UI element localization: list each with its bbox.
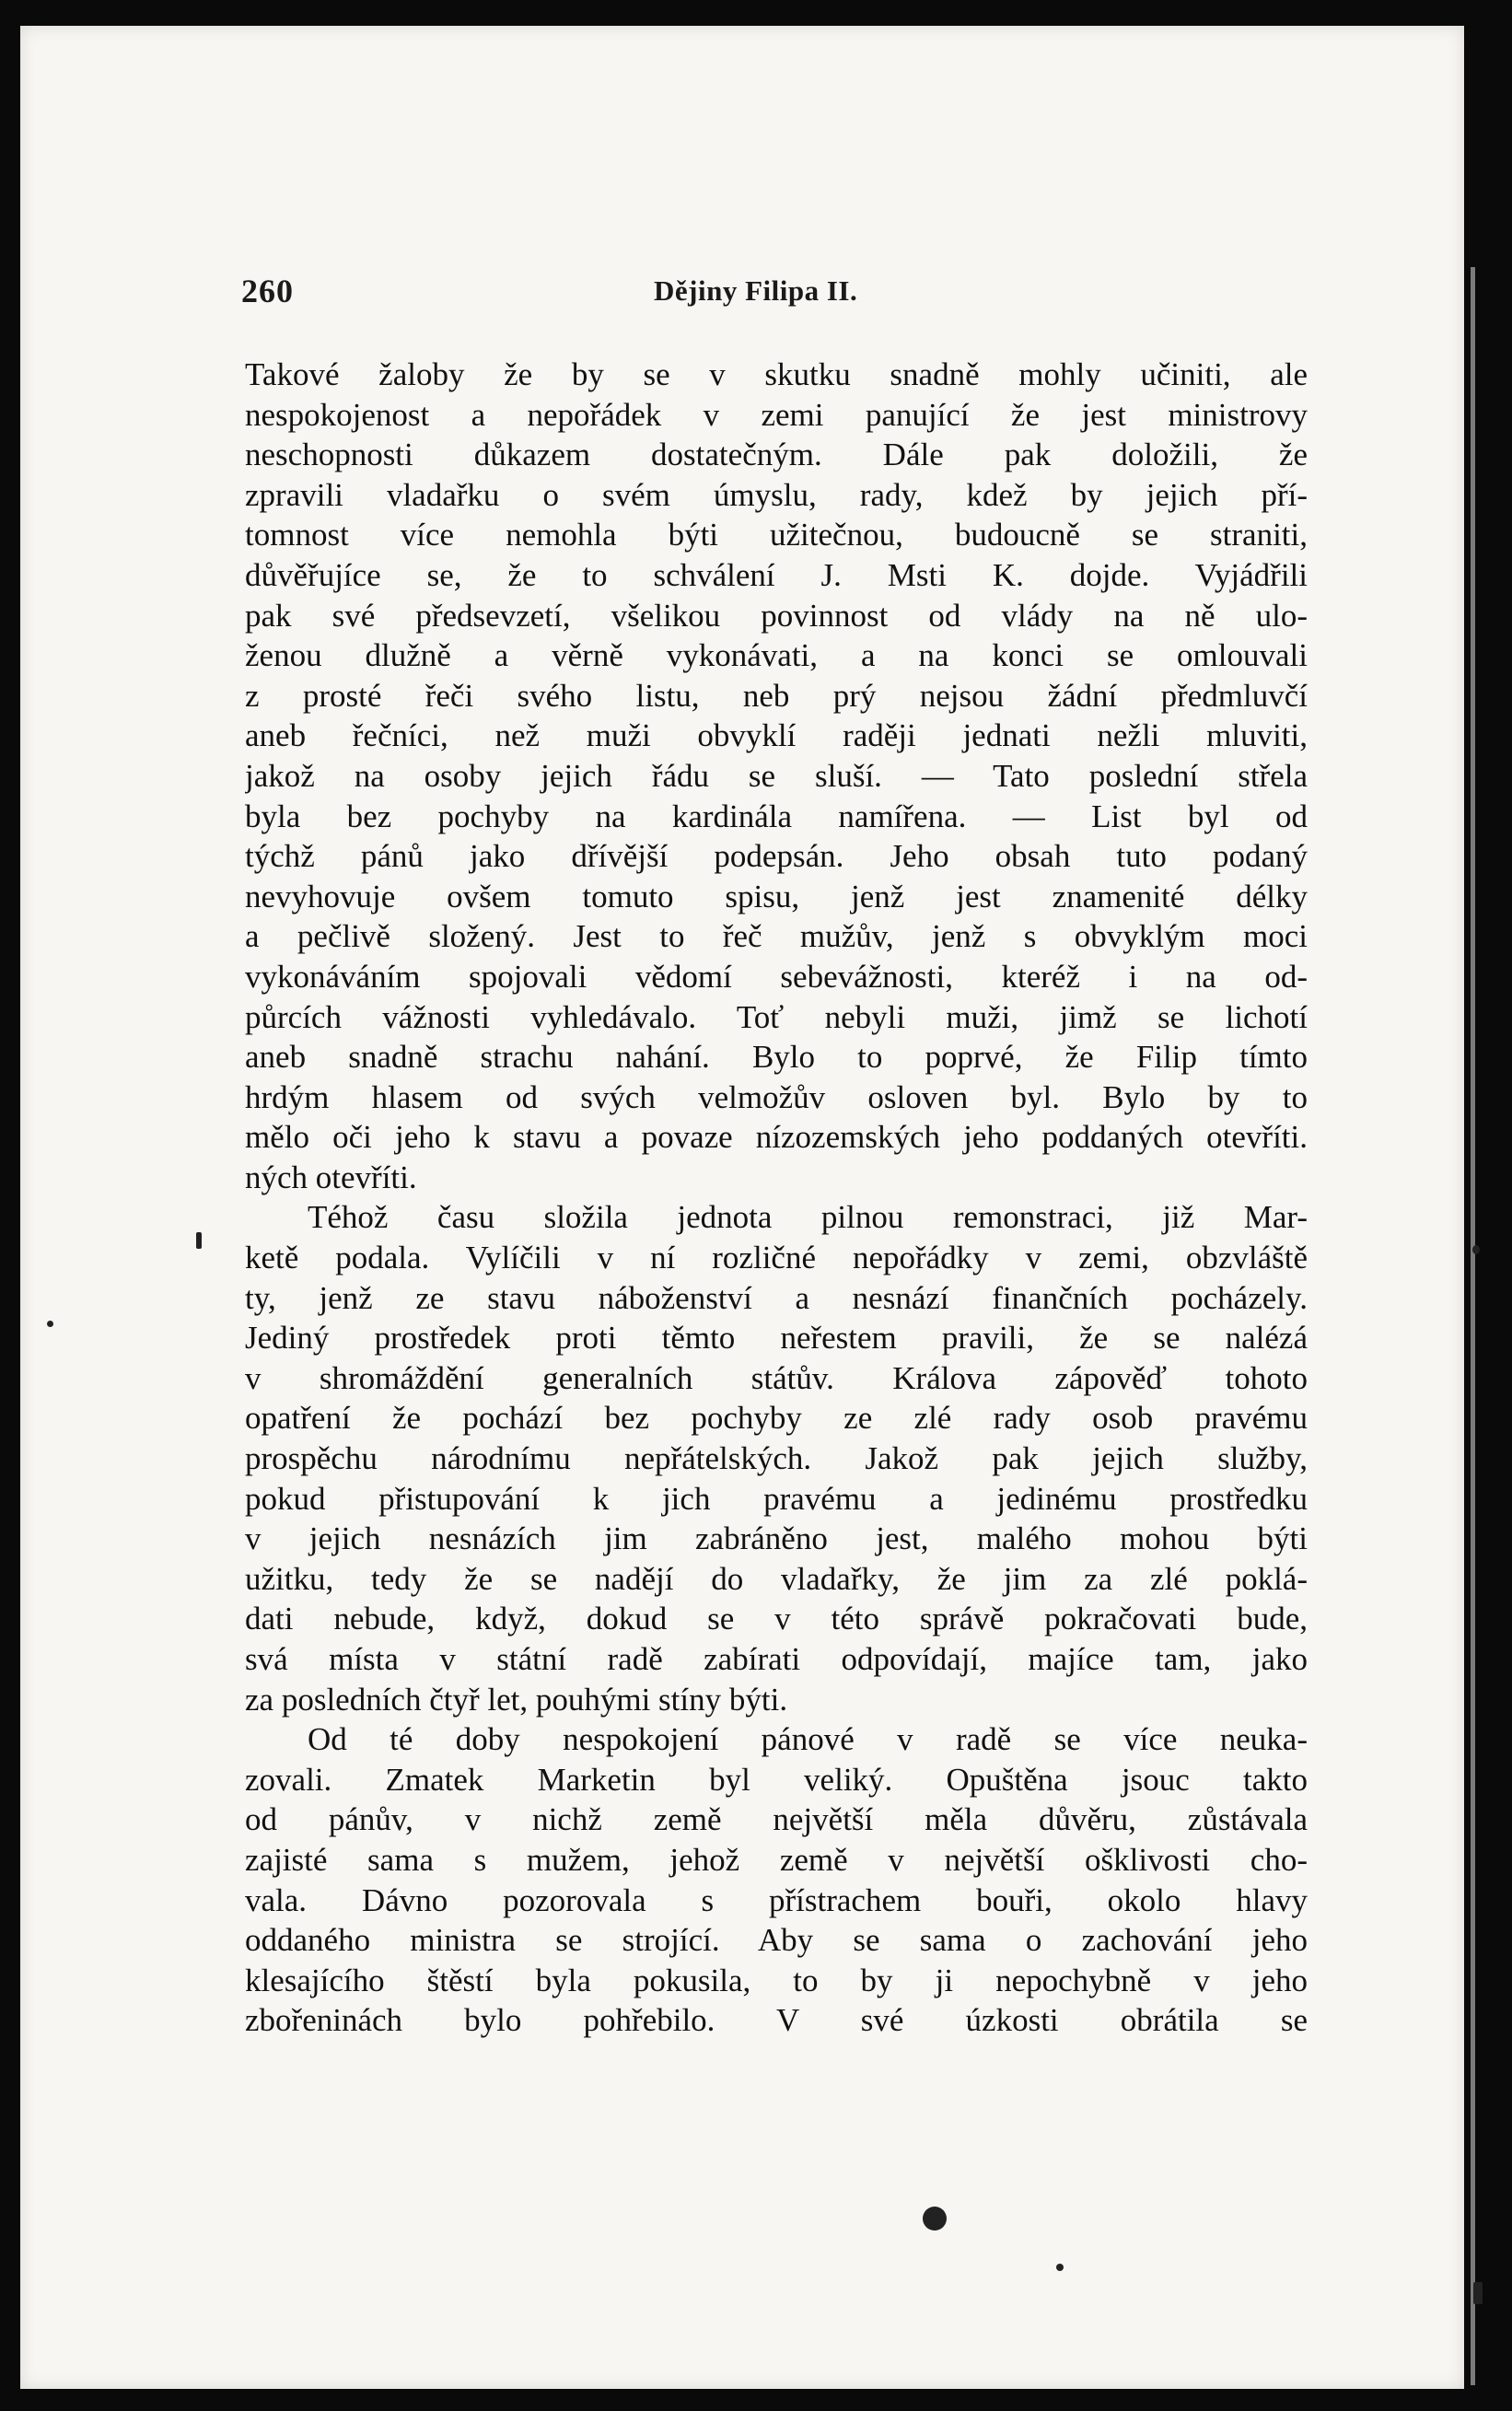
- text-line: od pánův, v nichž země největší měla důvěru, zůstávala: [245, 1801, 1308, 1838]
- page-edge: [1471, 267, 1475, 2385]
- text-line: prospěchu národnímu nepřátelských. Jakož pak jejich služby,: [245, 1440, 1308, 1477]
- text-line: pak své předsevzetí, všelikou povinnost od vlády na ně ulo-: [245, 597, 1308, 634]
- text-line: týchž pánů jako dřívější podepsán. Jeho obsah tuto podaný: [245, 838, 1308, 875]
- text-line: neschopnosti důkazem dostatečným. Dále pak doložili, že: [245, 437, 1308, 473]
- text-line: Jediný prostředek proti těmto neřestem pravili, že se nalézá: [245, 1320, 1308, 1357]
- text-line: Takové žaloby že by se v skutku snadně mohly učiniti, ale: [245, 356, 1308, 392]
- text-line: Od té doby nespokojení pánové v radě se více neuka-: [308, 1721, 1308, 1758]
- text-line: zajisté sama s mužem, jehož země v největší ošklivosti cho-: [245, 1841, 1308, 1878]
- text-line: hrdým hlasem od svých velmožův osloven byl. Bylo by to: [245, 1078, 1308, 1115]
- text-line: v shromáždění generalních státův. Králova zápověď tohoto: [245, 1359, 1308, 1396]
- text-line: tomnost více nemohla býti užitečnou, budoucně se straniti,: [245, 517, 1308, 553]
- text-line: ných otevříti.: [245, 1159, 417, 1195]
- text-line: z prosté řeči svého listu, neb prý nejsou žádní předmluvčí: [245, 677, 1308, 714]
- text-line: svá místa v státní radě zabírati odpovídají, majíce tam, jako: [245, 1641, 1308, 1677]
- ink-speck: [923, 2207, 947, 2230]
- text-line: užitku, tedy že se nadějí do vladařky, že jim za zlé poklá-: [245, 1560, 1308, 1597]
- ink-speck: [1473, 2282, 1483, 2304]
- ink-speck: [1056, 2264, 1064, 2271]
- ink-speck: [47, 1321, 53, 1327]
- text-line: důvěřujíce se, že to schválení J. Msti K. dojde. Vyjádřili: [245, 556, 1308, 593]
- text-line: klesajícího štěstí byla pokusila, to by ji nepochybně v jeho: [245, 1962, 1308, 1998]
- text-line: dati nebude, když, dokud se v této správě pokračovati bude,: [245, 1601, 1308, 1637]
- text-line: ženou dlužně a věrně vykonávati, a na konci se omlouvali: [245, 637, 1308, 674]
- ink-speck: [1472, 1245, 1480, 1254]
- text-line: byla bez pochyby na kardinála namířena. — List byl od: [245, 798, 1308, 834]
- text-line: jakož na osoby jejich řádu se sluší. — Tato poslední střela: [245, 757, 1308, 794]
- page-header: [221, 272, 1309, 318]
- text-line: vykonáváním spojovali vědomí sebevážnosti, kteréž i na od-: [245, 958, 1308, 995]
- text-line: za posledních čtyř let, pouhými stíny býti.: [245, 1681, 788, 1718]
- text-line: opatření že pochází bez pochyby ze zlé rady osob pravému: [245, 1400, 1308, 1437]
- text-line: ty, jenž ze stavu náboženství a nesnází finančních pocházely.: [245, 1279, 1308, 1316]
- text-line: v jejich nesnázích jim zabráněno jest, malého mohou býti: [245, 1520, 1308, 1557]
- text-line: aneb řečníci, než muži obvyklí raději jednati nežli mluviti,: [245, 717, 1308, 754]
- text-line: aneb snadně strachu nahání. Bylo to poprvé, že Filip tímto: [245, 1039, 1308, 1076]
- text-line: zpravili vladařku o svém úmyslu, rady, kdež by jejich pří-: [245, 476, 1308, 513]
- text-line: zovali. Zmatek Marketin byl veliký. Opuštěna jsouc takto: [245, 1761, 1308, 1798]
- text-line: Téhož času složila jednota pilnou remonstraci, již Mar-: [308, 1199, 1308, 1236]
- text-line: oddaného ministra se strojící. Aby se sama o zachování jeho: [245, 1922, 1308, 1959]
- text-line: mělo oči jeho k stavu a povaze nízozemských jeho poddaných otevříti.: [245, 1119, 1308, 1156]
- text-line: půrcích vážnosti vyhledávalo. Toť nebyli muži, jimž se lichotí: [245, 998, 1308, 1035]
- text-line: pokud přistupování k jich pravému a jedinému prostředku: [245, 1480, 1308, 1517]
- page-number: 260: [241, 273, 294, 309]
- running-title: Dějiny Filipa II.: [654, 274, 858, 307]
- text-line: nespokojenost a nepořádek v zemi panující že jest ministrovy: [245, 396, 1308, 433]
- ink-speck: [196, 1232, 202, 1249]
- body-text: [245, 355, 1308, 2041]
- text-line: vala. Dávno pozorovala s přístrachem bouři, okolo hlavy: [245, 1881, 1308, 1918]
- text-line: zbořeninách bylo pohřebilo. V své úzkosti obrátila se: [245, 2002, 1308, 2039]
- text-line: a pečlivě složený. Jest to řeč mužův, jenž s obvyklým moci: [245, 918, 1308, 955]
- text-line: nevyhovuje ovšem tomuto spisu, jenž jest znamenité délky: [245, 878, 1308, 914]
- text-line: ketě podala. Vylíčili v ní rozličné nepořádky v zemi, obzvláště: [245, 1240, 1308, 1276]
